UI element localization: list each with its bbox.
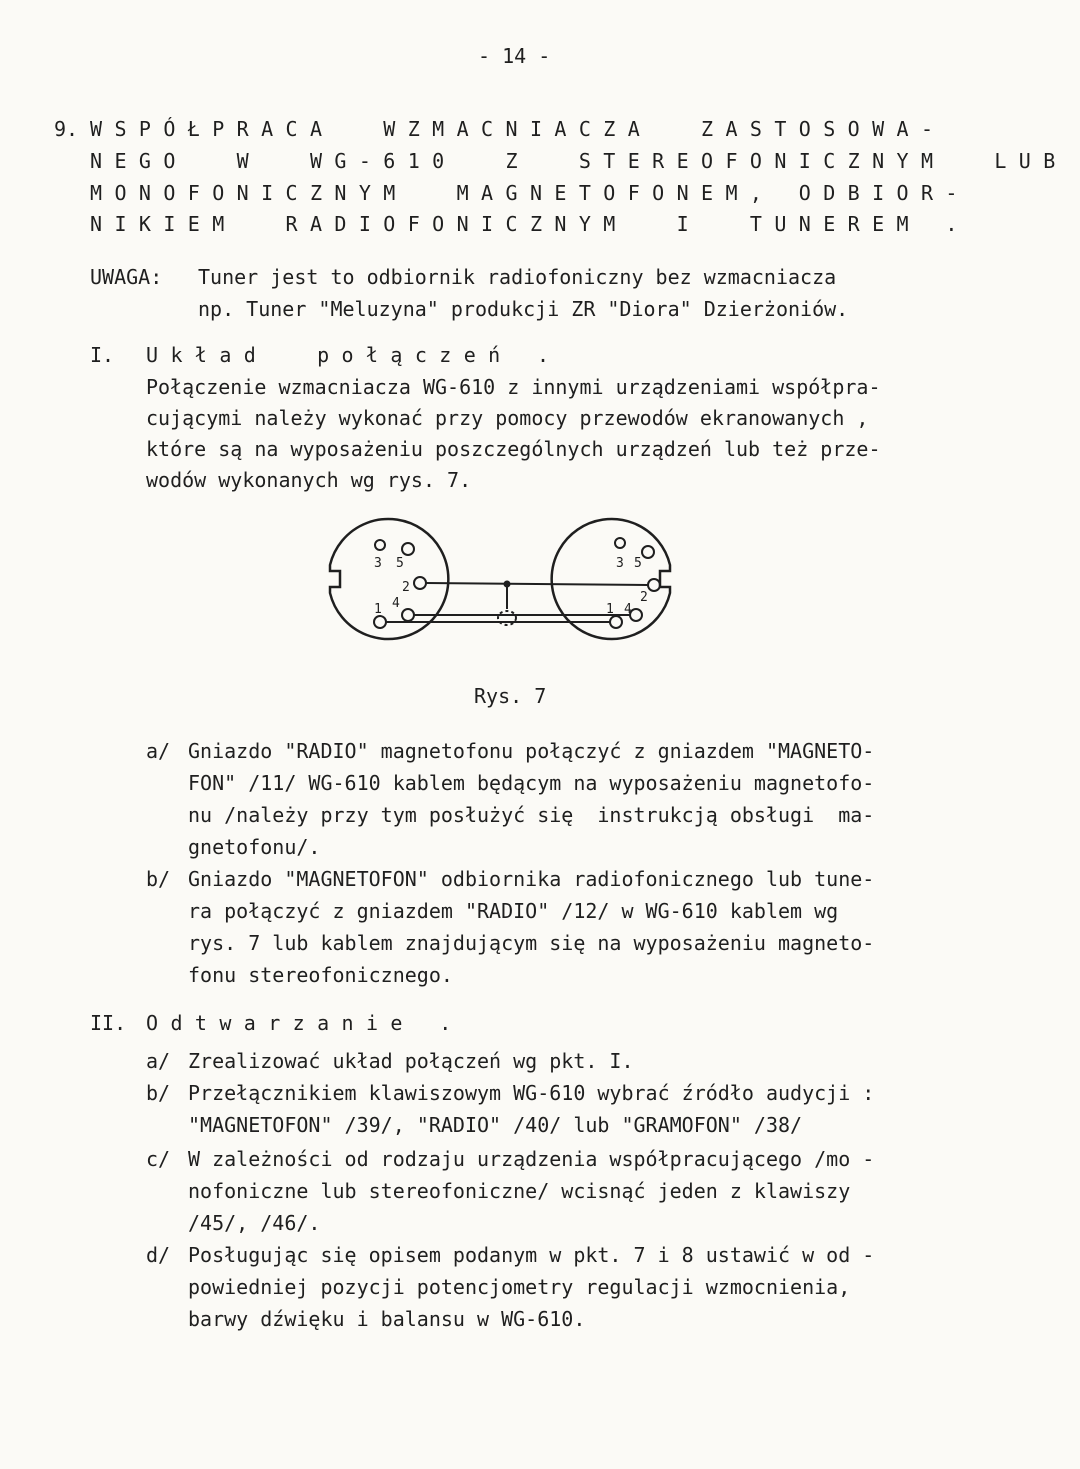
item-marker: c/ [146,1147,171,1171]
right-pin-label-3: 3 [616,556,624,571]
right-pin-label-1: 1 [606,602,614,617]
item-line: Posługując się opisem podanym w pkt. 7 i 8 ustawić w od - [188,1243,875,1267]
left-pin-label-4: 4 [392,596,400,611]
item-line: ra połączyć z gniazdem "RADIO" /12/ w WG-610 kablem wg [188,899,839,923]
right-pin-3-hole [615,538,625,548]
item-marker: a/ [146,1049,171,1073]
item-line: fonu stereofonicznego. [188,963,453,987]
right-pin-1-hole [610,616,622,628]
left-pin-1-hole [374,616,386,628]
item-line: "MAGNETOFON" /39/, "RADIO" /40/ lub "GRAMOFON" /38/ [188,1113,803,1137]
figure-caption: Rys. 7 [474,684,547,708]
right-pin-label-5: 5 [634,556,642,571]
paragraph-line: Połączenie wzmacniacza WG-610 z innymi urządzeniami współpra- [146,375,881,399]
right-pin-label-2: 2 [640,590,648,605]
item-line: rys. 7 lub kablem znajdującym się na wyposażeniu magneto- [188,931,875,955]
section-9-heading-line: NIKIEM RADIOFONICZNYM I TUNEREM . [90,212,970,236]
right-pin-5-hole [642,546,654,558]
left-pin-label-1: 1 [374,602,382,617]
connection-diagram [300,505,700,680]
left-pin-label-5: 5 [396,556,404,571]
part-1-title: Układ połączeń . [146,343,562,367]
item-marker: d/ [146,1243,171,1267]
paragraph-line: cującymi należy wykonać przy pomocy przewodów ekranowanych , [146,406,869,430]
item-marker: b/ [146,867,171,891]
note-line: np. Tuner "Meluzyna" produkcji ZR "Diora" Dzierżoniów. [198,297,849,321]
left-pin-5-hole [402,543,414,555]
item-marker: a/ [146,739,171,763]
left-pin-3-hole [375,540,385,550]
left-pin-2-hole [414,577,426,589]
item-line: Gniazdo "MAGNETOFON" odbiornika radiofonicznego lub tune- [188,867,875,891]
note-line: Tuner jest to odbiornik radiofoniczny bez wzmacniacza [198,265,837,289]
right-pin-2-hole [648,579,660,591]
item-line: gnetofonu/. [188,835,321,859]
note-label: UWAGA: [90,265,163,289]
item-line: Zrealizować układ połączeń wg pkt. I. [188,1049,634,1073]
section-9-heading-line: WSPÓŁPRACA WZMACNIACZA ZASTOSOWA- [90,117,946,141]
item-line: Przełącznikiem klawiszowym WG-610 wybrać źródło audycji : [188,1081,875,1105]
section-9-heading-line: NEGO W WG-610 Z STEREOFONICZNYM LUB [90,149,1068,173]
section-9-number: 9. [54,117,79,141]
page-number: - 14 - [478,44,551,68]
item-line: powiedniej pozycji potencjometry regulacji wzmocnienia, [188,1275,851,1299]
left-pin-label-3: 3 [374,556,382,571]
item-line: Gniazdo "RADIO" magnetofonu połączyć z gniazdem "MAGNETO- [188,739,875,763]
part-2-number: II. [90,1011,127,1035]
item-line: /45/, /46/. [188,1211,321,1235]
left-pin-label-2: 2 [402,580,410,595]
item-line: FON" /11/ WG-610 kablem będącym na wyposażeniu magnetofo- [188,771,875,795]
junction-dot [504,581,511,588]
part-1-number: I. [90,343,115,367]
right-pin-label-4: 4 [624,602,632,617]
paragraph-line: wodów wykonanych wg rys. 7. [146,468,472,492]
wire-pin2 [426,583,648,585]
item-line: barwy dźwięku i balansu w WG-610. [188,1307,586,1331]
paragraph-line: które są na wyposażeniu poszczególnych urządzeń lub też prze- [146,437,881,461]
section-9-heading-line: MONOFONICZNYM MAGNETOFONEM, ODBIOR- [90,181,970,205]
item-line: W zależności od rodzaju urządzenia współpracującego /mo - [188,1147,875,1171]
item-line: nofoniczne lub stereofoniczne/ wcisnąć jeden z klawiszy [188,1179,851,1203]
left-pin-4-hole [402,609,414,621]
item-line: nu /należy przy tym posłużyć się instrukcją obsługi ma- [188,803,875,827]
part-2-title: Odtwarzanie . [146,1011,464,1035]
item-marker: b/ [146,1081,171,1105]
